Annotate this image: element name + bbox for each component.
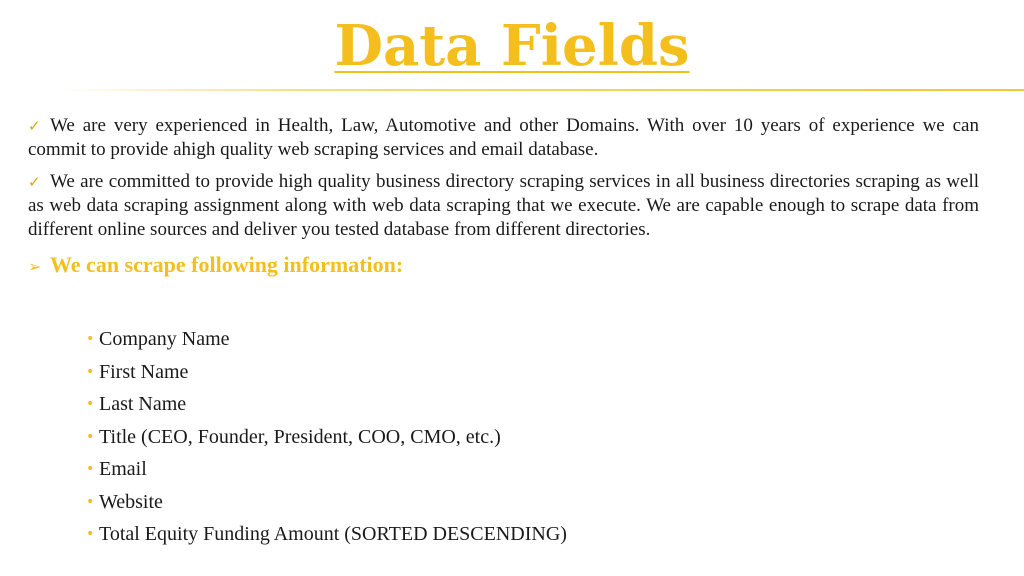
list-item-text: Total Equity Funding Amount (SORTED DESCENDING) [99,523,567,545]
data-field-list [86,323,567,551]
paragraph-text: We are committed to provide high quality business directory scraping services in all business directories scraping as well as web data scraping assignment along with web data scraping that we execute. We are capable enough to scrape data from different online sources and deliver you tested database from different directories. [28,171,979,240]
section-heading-text: We can scrape following information: [50,252,404,277]
bullet-icon: • [86,526,95,542]
list-item [86,323,567,356]
list-item [86,356,567,389]
list-item [86,453,567,486]
list-item-text: Title (CEO, Founder, President, COO, CMO, etc.) [99,425,501,448]
section-heading [28,250,979,282]
list-item [86,518,567,551]
page-title [0,8,1024,84]
arrow-right-icon: ➢ [28,257,42,276]
bullet-icon: • [86,363,95,380]
page-title-text: Data Fields [334,13,690,79]
bullet-icon: • [86,493,95,510]
list-item-text: Company Name [99,328,230,350]
list-item-text: Email [99,458,147,480]
list-item [86,388,567,421]
list-item-text: Last Name [99,393,187,415]
list-item [86,421,567,454]
bullet-icon: • [86,331,95,347]
bullet-icon: • [86,396,95,412]
paragraph-commitment [28,170,979,242]
check-icon: ✓ [28,173,41,191]
content-area [28,114,979,282]
paragraph-experience [28,114,979,162]
title-divider [60,89,1024,91]
list-item-text: Website [99,490,163,513]
paragraph-text: We are very experienced in Health, Law, Automotive and other Domains. With over 10 years of experience we can commit to provide ahigh quality web scraping services and email database. [28,115,979,160]
bullet-icon: • [86,428,95,445]
list-item [86,486,567,519]
check-icon: ✓ [28,117,41,135]
list-item-text: First Name [99,360,189,383]
bullet-icon: • [86,461,95,477]
